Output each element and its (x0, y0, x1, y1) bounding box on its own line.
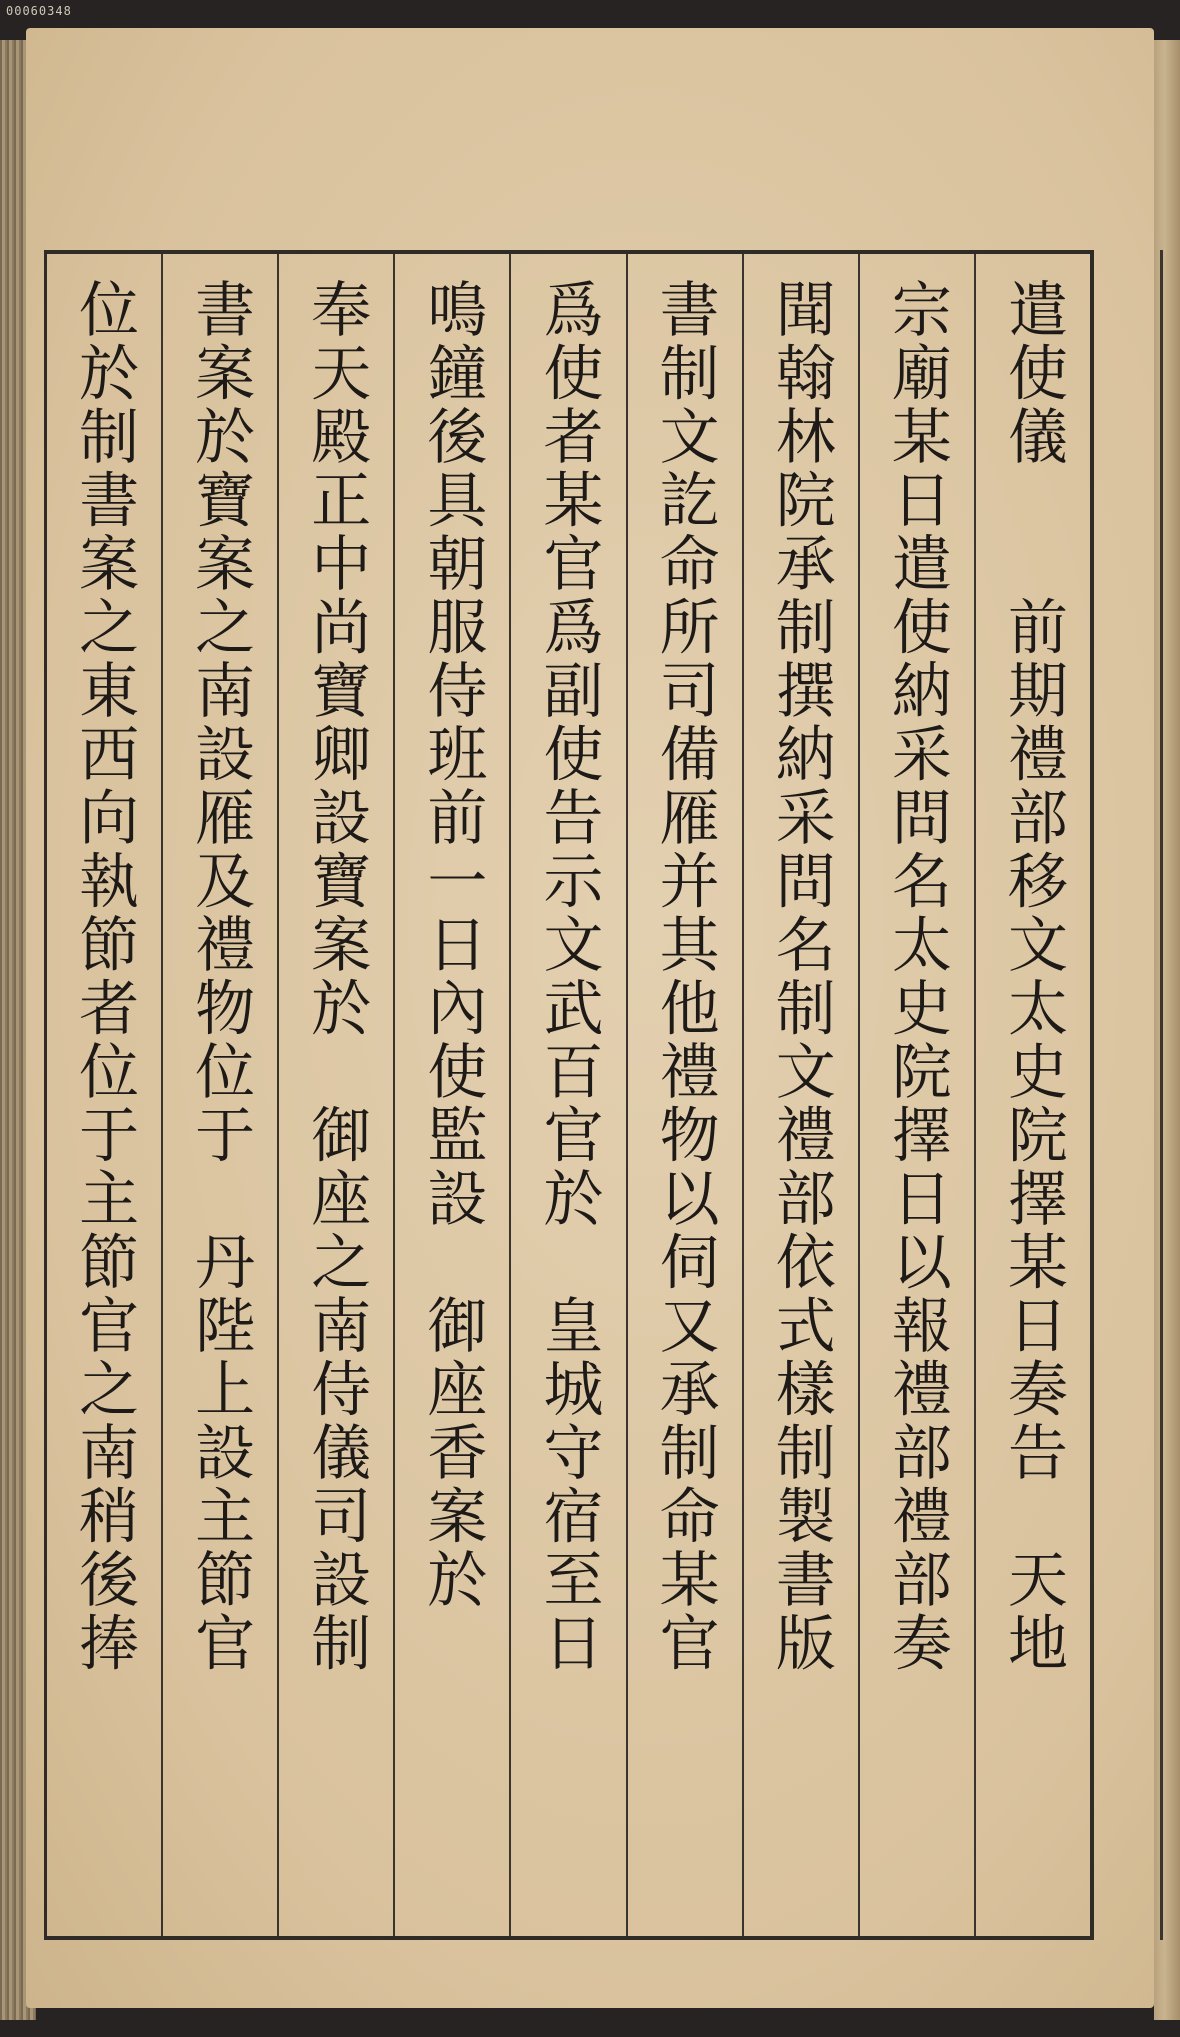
column-text: 書案於寶案之南設雁及禮物位于 丹陛上設主節官 (185, 278, 256, 1675)
fore-edge-label (6, 250, 32, 1940)
text-frame (44, 250, 1094, 1940)
text-column (858, 254, 974, 1936)
scan-id-label: 00060348 (6, 4, 72, 18)
text-column (393, 254, 509, 1936)
column-text: 聞翰林院承制撰納采問名制文禮部依式樣制製書版 (765, 278, 836, 1675)
column-text: 鳴鐘後具朝服侍班前一日內使監設 御座香案於 (417, 278, 488, 1612)
facing-page-edge (1154, 40, 1180, 2020)
text-column (509, 254, 625, 1936)
column-text: 爲使者某官爲副使告示文武百官於 皇城守宿至日 (533, 278, 604, 1675)
column-text: 宗廟某日遣使納采問名太史院擇日以報禮部禮部奏 (881, 278, 952, 1675)
column-text: 書制文訖命所司備雁并其他禮物以伺又承制命某官 (649, 278, 720, 1675)
column-text: 遣使儀 前期禮部移文太史院擇某日奏告 天地 (997, 278, 1068, 1675)
text-column (974, 254, 1090, 1936)
facing-page-border (1160, 250, 1163, 1940)
text-column (161, 254, 277, 1936)
text-columns (47, 254, 1090, 1936)
text-column (277, 254, 393, 1936)
column-text: 位於制書案之東西向執節者位于主節官之南稍後捧 (69, 278, 140, 1675)
text-column (626, 254, 742, 1936)
text-column (742, 254, 858, 1936)
column-text: 奉天殿正中尚寶卿設寶案於 御座之南侍儀司設制 (301, 278, 372, 1675)
text-column (47, 254, 161, 1936)
